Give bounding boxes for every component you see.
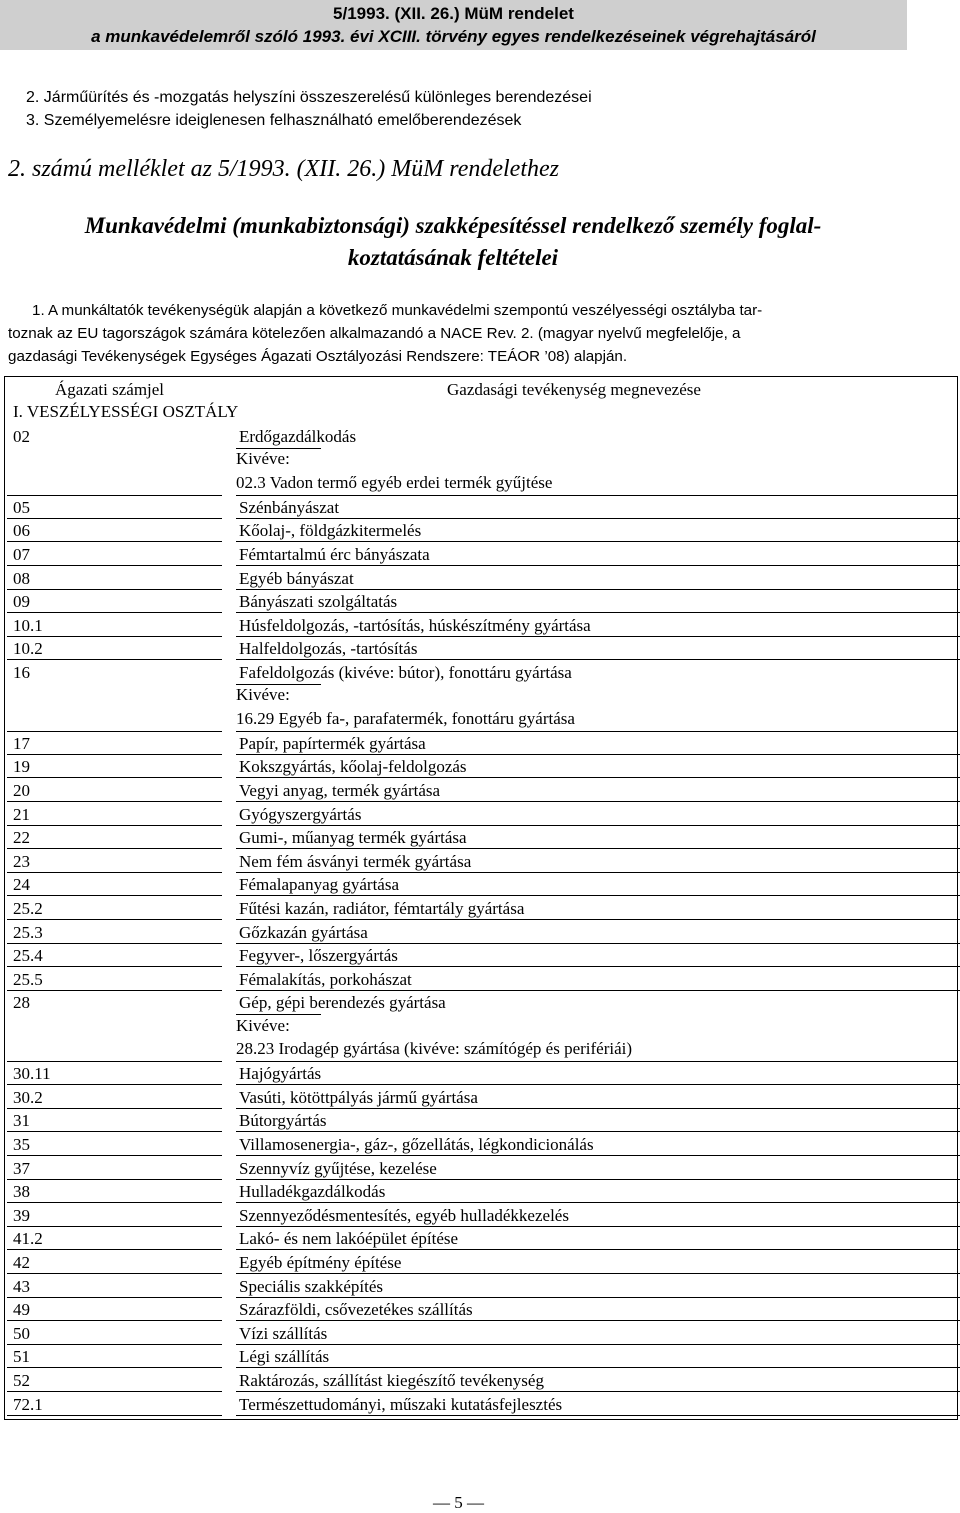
table-row (7, 1110, 960, 1133)
row-code: 35 (7, 1134, 222, 1156)
row-code: 52 (7, 1370, 222, 1392)
row-code: 10.1 (7, 615, 222, 637)
row-activity: Fegyver-, lőszergyártás (236, 945, 960, 967)
table-row (7, 851, 960, 874)
row-code: 21 (7, 804, 222, 826)
row-code: 08 (7, 568, 222, 590)
table-row (7, 1323, 960, 1346)
row-activity: Húsfeldolgozás, -tartósítás, húskészítmény gyártása (236, 615, 960, 637)
row-divider (236, 495, 958, 496)
row-code: 51 (7, 1346, 222, 1368)
row-divider (7, 1061, 222, 1062)
row-code: 43 (7, 1276, 222, 1298)
except-label: Kivéve: (236, 449, 290, 469)
row-code: 17 (7, 733, 222, 755)
except-activity: 02.3 Vadon termő egyéb erdei termék gyűjtése (236, 473, 553, 493)
row-code: 72.1 (7, 1394, 222, 1416)
table-row (7, 520, 960, 543)
row-divider (236, 1061, 958, 1062)
row-activity: Légi szállítás (236, 1346, 960, 1368)
table-row (7, 662, 960, 685)
intro-list-item: 3. Személyemelésre ideiglenesen felhasználható emelőberendezések (26, 112, 522, 129)
page-number: — 5 — (433, 1493, 484, 1512)
table-row (7, 756, 960, 779)
paragraph-line: toznak az EU tagországok számára kötelezően alkalmazandó a NACE Rev. 2. (magyar nyelvű megfelelője, a (8, 325, 741, 342)
row-activity: Természettudományi, műszaki kutatásfejlesztés (236, 1394, 960, 1416)
row-activity: Erdőgazdálkodás (239, 427, 357, 446)
row-code: 25.2 (7, 898, 222, 920)
table-row (7, 1228, 960, 1251)
row-code: 06 (7, 520, 222, 542)
row-code: 30.11 (7, 1063, 222, 1085)
row-code: 25.5 (7, 969, 222, 991)
row-activity: Gőzkazán gyártása (236, 922, 960, 944)
row-activity: Hajógyártás (236, 1063, 960, 1085)
row-code: 50 (7, 1323, 222, 1345)
row-code: 20 (7, 780, 222, 802)
row-activity: Kokszgyártás, kőolaj-feldolgozás (236, 756, 960, 778)
document-title-line2: koztatásának feltételei (347, 245, 559, 270)
row-activity: Szárazföldi, csővezetékes szállítás (236, 1299, 960, 1321)
except-activity: 16.29 Egyéb fa-, parafatermék, fonottáru gyártása (236, 709, 575, 729)
row-code: 38 (7, 1181, 222, 1203)
table-row (7, 898, 960, 921)
row-code: 25.3 (7, 922, 222, 944)
annex-title: 2. számú melléklet az 5/1993. (XII. 26.) MüM rendelethez (8, 156, 559, 182)
except-label: Kivéve: (236, 1015, 290, 1035)
header-decree-subtitle: a munkavédelemről szóló 1993. évi XCIII. törvény egyes rendelkezéseinek végrehajtásáról (91, 27, 816, 46)
row-activity: Papír, papírtermék gyártása (236, 733, 960, 755)
row-code: 09 (7, 591, 222, 613)
row-code: 02 (13, 427, 30, 446)
row-divider (7, 731, 222, 732)
row-activity: Gyógyszergyártás (236, 804, 960, 826)
table-row (7, 591, 960, 614)
row-code: 49 (7, 1299, 222, 1321)
row-code: 39 (7, 1205, 222, 1227)
row-activity: Vízi szállítás (236, 1323, 960, 1345)
table-row (7, 827, 960, 850)
column-header-activity: Gazdasági tevékenység megnevezése (447, 380, 701, 399)
row-activity: Villamosenergia-, gáz-, gőzellátás, légkondicionálás (236, 1134, 960, 1156)
row-code: 25.4 (7, 945, 222, 967)
except-label: Kivéve: (236, 685, 290, 705)
row-code: 05 (7, 497, 222, 519)
table-row (7, 1063, 960, 1086)
table-row (7, 780, 960, 803)
row-activity: Szennyvíz gyűjtése, kezelése (236, 1158, 960, 1180)
row-activity: Vegyi anyag, termék gyártása (236, 780, 960, 802)
row-code: 23 (7, 851, 222, 873)
row-activity: Gép, gépi berendezés gyártása (239, 993, 446, 1013)
row-code: 30.2 (7, 1087, 222, 1109)
row-divider (236, 731, 958, 732)
row-activity: Raktározás, szállítást kiegészítő tevékenység (236, 1370, 960, 1392)
table-row (7, 497, 960, 520)
table-row (7, 1346, 960, 1369)
except-activity: 28.23 Irodagép gyártása (kivéve: számítógép és perifériái) (236, 1039, 633, 1059)
row-code: 07 (7, 544, 222, 566)
row-activity: Bányászati szolgáltatás (236, 591, 960, 613)
table-row (7, 544, 960, 567)
table-row (7, 638, 960, 661)
table-row (7, 733, 960, 756)
row-activity: Speciális szakképítés (236, 1276, 960, 1298)
paragraph-line: gazdasági Tevékenységek Egységes Ágazati Osztályozási Rendszere: TEÁOR ’08) alapján. (8, 348, 628, 365)
row-activity: Szennyeződésmentesítés, egyéb hulladékkezelés (236, 1205, 960, 1227)
row-code: 37 (7, 1158, 222, 1180)
row-activity: Lakó- és nem lakóépület építése (236, 1228, 960, 1250)
row-code: 41.2 (7, 1228, 222, 1250)
paragraph-line: 1. A munkáltatók tevékenységük alapján a következő munkavédelmi szempontú veszélyességi osztályba tar- (32, 302, 763, 319)
row-activity: Nem fém ásványi termék gyártása (236, 851, 960, 873)
table-row (7, 992, 960, 1015)
row-activity: Kőolaj-, földgázkitermelés (236, 520, 960, 542)
row-activity: Egyéb bányászat (236, 568, 960, 590)
column-header-code: Ágazati számjel (55, 380, 165, 399)
table-row (7, 922, 960, 945)
row-code: 28 (13, 993, 30, 1013)
table-row (7, 1134, 960, 1157)
row-code: 24 (7, 874, 222, 896)
row-activity: Fémtartalmú érc bányászata (236, 544, 960, 566)
hazard-class-label: I. VESZÉLYESSÉGI OSZTÁLY (13, 402, 239, 421)
row-activity: Fafeldolgozás (kivéve: bútor), fonottáru gyártása (239, 663, 572, 682)
row-code: 16 (13, 663, 30, 682)
row-activity: Egyéb építmény építése (236, 1252, 960, 1274)
row-activity: Fémalapanyag gyártása (236, 874, 960, 896)
row-activity: Hulladékgazdálkodás (236, 1181, 960, 1203)
table-row (7, 426, 960, 449)
table-row (7, 1087, 960, 1110)
header-decree-title: 5/1993. (XII. 26.) MüM rendelet (333, 4, 574, 23)
intro-list-item: 2. Járműürítés és -mozgatás helyszíni összeszerelésű különleges berendezései (26, 89, 592, 106)
table-row (7, 969, 960, 992)
table-row (7, 568, 960, 591)
row-code: 22 (7, 827, 222, 849)
table-row (7, 1394, 960, 1417)
row-activity: Bútorgyártás (236, 1110, 960, 1132)
table-row (7, 1181, 960, 1204)
row-code: 10.2 (7, 638, 222, 660)
table-row (7, 1252, 960, 1275)
table-row (7, 1370, 960, 1393)
row-code: 31 (7, 1110, 222, 1132)
table-row (7, 1158, 960, 1181)
row-activity: Szénbányászat (236, 497, 960, 519)
document-title-line1: Munkavédelmi (munkabiztonsági) szakképesítéssel rendelkező személy foglal- (84, 213, 822, 238)
row-code: 42 (7, 1252, 222, 1274)
table-row (7, 1276, 960, 1299)
table-row (7, 804, 960, 827)
table-row (7, 1299, 960, 1322)
row-divider (7, 495, 222, 496)
table-row (7, 1205, 960, 1228)
row-activity: Gumi-, műanyag termék gyártása (236, 827, 960, 849)
page-header (0, 0, 907, 50)
table-row (7, 615, 960, 638)
row-activity: Fűtési kazán, radiátor, fémtartály gyártása (236, 898, 960, 920)
row-activity: Fémalakítás, porkohászat (236, 969, 960, 991)
row-activity: Vasúti, kötöttpályás jármű gyártása (236, 1087, 960, 1109)
row-activity: Halfeldolgozás, -tartósítás (236, 638, 960, 660)
table-row (7, 945, 960, 968)
row-code: 19 (7, 756, 222, 778)
table-row (7, 874, 960, 897)
